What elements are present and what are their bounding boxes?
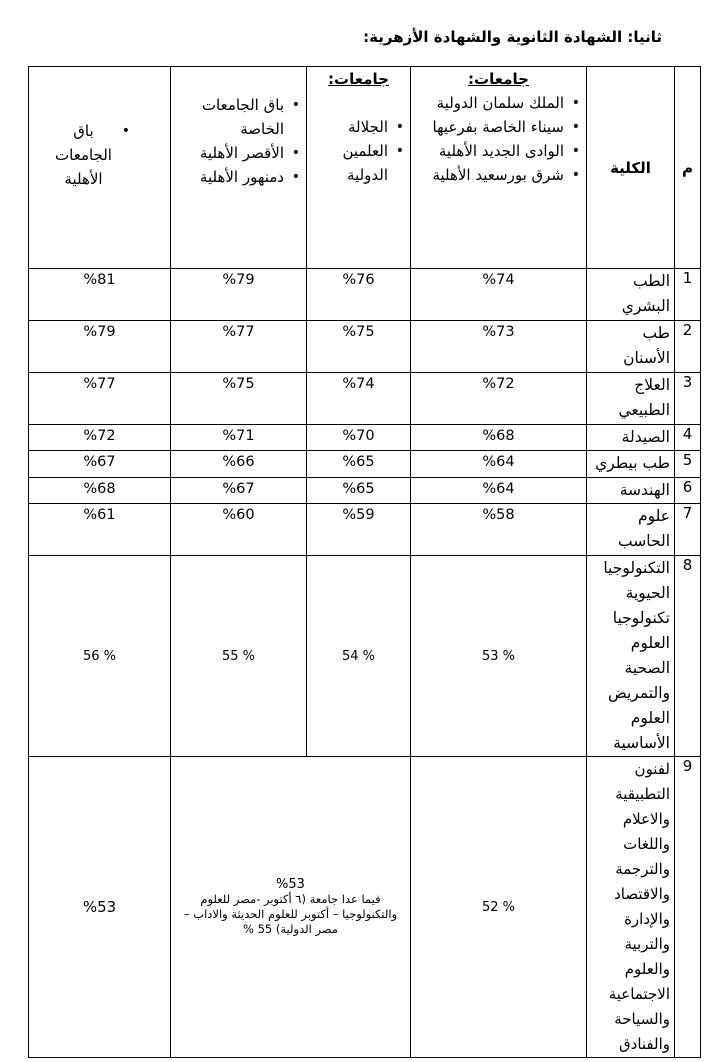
table-row — [29, 269, 701, 321]
group-1-item: • شرق بورسعيد الأهلية — [415, 163, 582, 187]
college-name: الصيدلة — [587, 425, 675, 451]
percent-cell: %79 — [171, 269, 307, 321]
percent-cell: %74 — [411, 269, 587, 321]
percent-cell: %76 — [307, 269, 411, 321]
percent-cell: % 53 — [411, 556, 587, 757]
row-number: 8 — [675, 556, 701, 757]
percent-cell: %81 — [29, 269, 171, 321]
percent-cell: %65 — [307, 478, 411, 504]
table-row — [29, 478, 701, 504]
row-number: 4 — [675, 425, 701, 451]
header-group-1 — [411, 67, 587, 269]
percent-cell: %68 — [411, 425, 587, 451]
row-number: 2 — [675, 321, 701, 373]
row-number: 3 — [675, 373, 701, 425]
group-1-item: • سيناء الخاصة بفرعيها — [415, 115, 582, 139]
merged-percent-cell — [171, 757, 411, 1058]
percent-cell: %71 — [171, 425, 307, 451]
table-row — [29, 321, 701, 373]
college-name: التكنولوجيا الحيوية تكنولوجيا العلوم الصحية والتمريض العلوم الأساسية — [587, 556, 675, 757]
percent-cell: % 54 — [307, 556, 411, 757]
college-name: علوم الحاسب — [587, 504, 675, 556]
percent-cell: %70 — [307, 425, 411, 451]
college-name: الهندسة — [587, 478, 675, 504]
exception-note: فيما عدا جامعة (٦ أكتوبر -مصر للعلوم والتكنولوجيا – أكتوبر للعلوم الحديثة والاداب – مصر الدولية) 55 % — [183, 892, 398, 936]
percent-cell: %72 — [411, 373, 587, 425]
table-row — [29, 451, 701, 478]
group-3-item: • دمنهور الأهلية — [175, 165, 302, 189]
group-1-heading: جامعات: — [468, 70, 529, 88]
row-number: 9 — [675, 757, 701, 1058]
percent-cell: % 56 — [29, 556, 171, 757]
percent-cell: %59 — [307, 504, 411, 556]
percent-cell: % 52 — [411, 757, 587, 1058]
table-row — [29, 556, 701, 757]
header-group-2 — [307, 67, 411, 269]
college-name: الطب البشري — [587, 269, 675, 321]
admission-table — [28, 66, 701, 1058]
percent-cell: %73 — [411, 321, 587, 373]
table-row — [29, 757, 701, 1058]
percent-cell: % 55 — [171, 556, 307, 757]
row-number: 7 — [675, 504, 701, 556]
header-group-4 — [29, 67, 171, 269]
percent-cell: %58 — [411, 504, 587, 556]
group-1-item: • الملك سلمان الدولية — [415, 91, 582, 115]
percent-cell: %67 — [29, 451, 171, 478]
header-row — [29, 67, 701, 269]
row-number: 1 — [675, 269, 701, 321]
percent-cell: %75 — [307, 321, 411, 373]
header-college: الكلية — [587, 67, 675, 269]
group-3-item: • باق الجامعات الخاصة — [175, 93, 302, 141]
table-row — [29, 373, 701, 425]
row-number: 6 — [675, 478, 701, 504]
header-m: م — [675, 67, 701, 269]
college-name: طب بيطري — [587, 451, 675, 478]
group-1-item: • الوادى الجديد الأهلية — [415, 139, 582, 163]
row-number: 5 — [675, 451, 701, 478]
percent-cell: %74 — [307, 373, 411, 425]
percent-cell: %60 — [171, 504, 307, 556]
group-2-item: • العلمين الدولية — [311, 139, 406, 187]
percent-cell: %72 — [29, 425, 171, 451]
college-name: طب الأسنان — [587, 321, 675, 373]
merged-percent: %53 — [276, 877, 305, 892]
section-title: ثانيا: الشهادة الثانوية والشهادة الأزهرية: — [363, 28, 662, 46]
percent-cell: %67 — [171, 478, 307, 504]
table-row — [29, 504, 701, 556]
college-name: لفنون التطبيقية والاعلام واللغات والترجمة والاقتصاد والإدارة والتربية والعلوم الاجتماعية والسياحة والفنادق — [587, 757, 675, 1058]
percent-cell: %79 — [29, 321, 171, 373]
percent-cell: %66 — [171, 451, 307, 478]
group-3-item: • الأقصر الأهلية — [175, 141, 302, 165]
percent-cell: %61 — [29, 504, 171, 556]
percent-cell: %75 — [171, 373, 307, 425]
header-group-3 — [171, 67, 307, 269]
percent-cell: %64 — [411, 478, 587, 504]
percent-cell: %65 — [307, 451, 411, 478]
group-4-item: • باق الجامعات الأهلية — [53, 119, 132, 191]
percent-cell: %64 — [411, 451, 587, 478]
group-2-item: • الجلالة — [311, 115, 406, 139]
college-name: العلاج الطبيعي — [587, 373, 675, 425]
percent-cell: %77 — [171, 321, 307, 373]
percent-cell: %68 — [29, 478, 171, 504]
group-2-heading: جامعات: — [328, 70, 389, 88]
table-row — [29, 425, 701, 451]
percent-cell: %77 — [29, 373, 171, 425]
percent-cell: %53 — [29, 757, 171, 1058]
